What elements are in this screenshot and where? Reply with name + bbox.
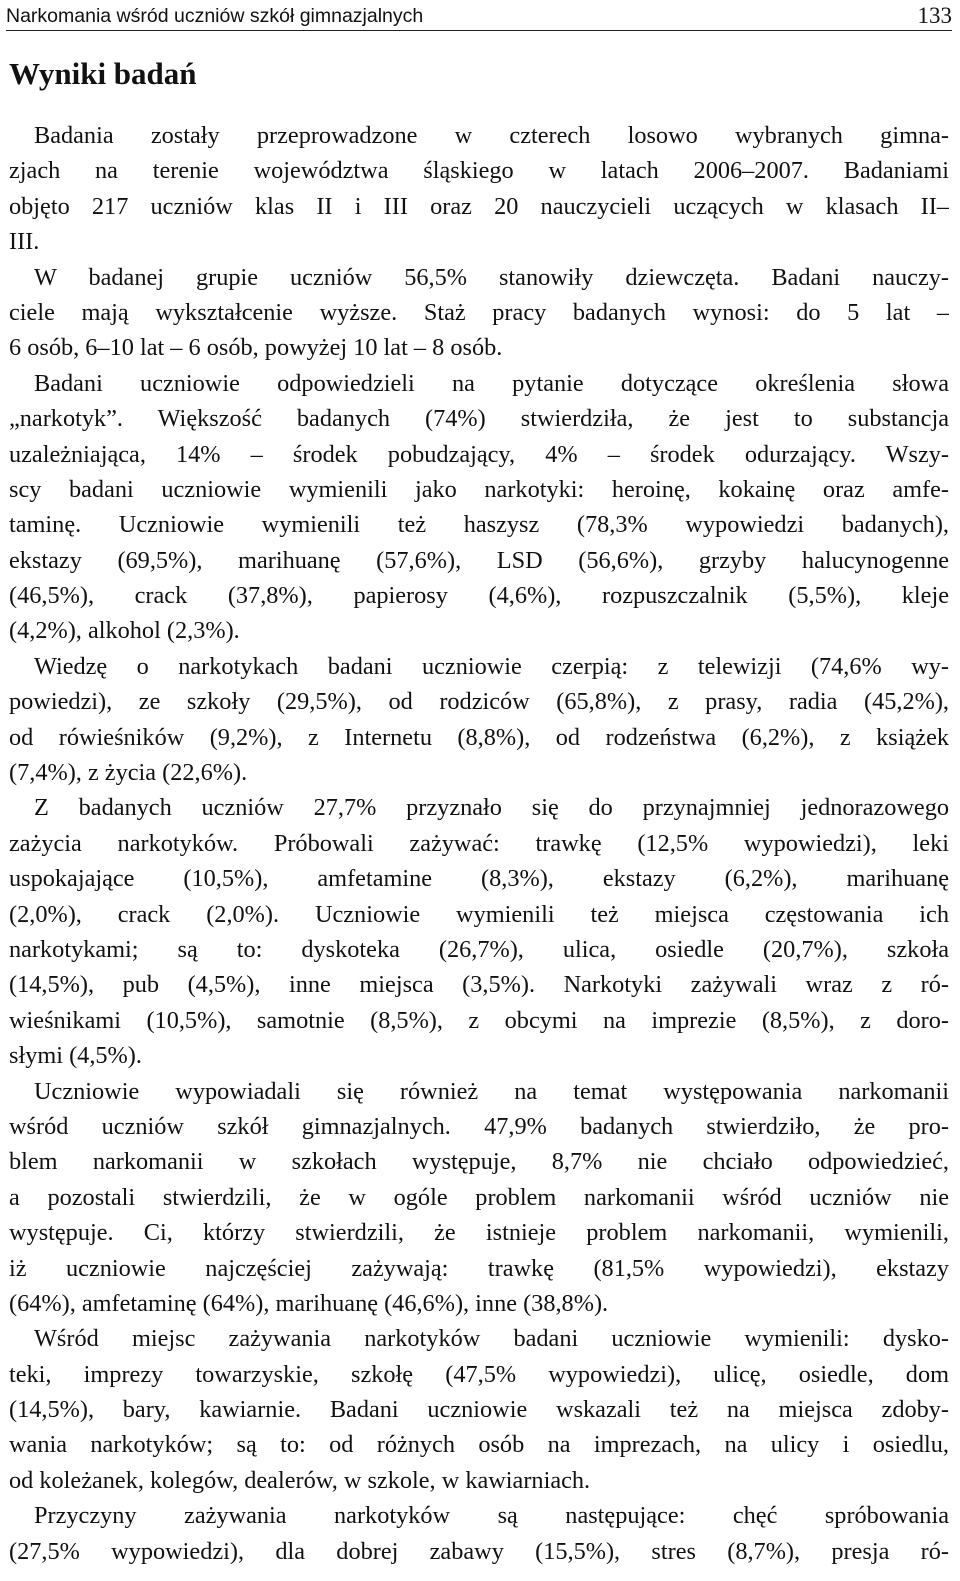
text-line: Wśród miejsc zażywania narkotyków badani uczniowie wymienili: dysko- bbox=[34, 1325, 949, 1353]
text-line: Wiedzę o narkotykach badani uczniowie czerpią: z telewizji (74,6% wy- bbox=[34, 652, 949, 680]
paragraph bbox=[9, 1321, 949, 1498]
text-line: występuje. Ci, którzy stwierdzili, że istnieje problem narkomanii, wymienili, bbox=[9, 1219, 949, 1247]
running-header bbox=[6, 4, 952, 31]
text-line: (14,5%), bary, kawiarnie. Badani uczniowie wskazali też na miejsca zdoby- bbox=[9, 1396, 949, 1424]
text-line: wśród uczniów szkół gimnazjalnych. 47,9% badanych stwierdziło, że pro- bbox=[9, 1112, 949, 1140]
text-line: (64%), amfetaminę (64%), marihuanę (46,6%), inne (38,8%). bbox=[9, 1289, 609, 1317]
paragraph bbox=[9, 1498, 949, 1569]
running-header-title: Narkomania wśród uczniów szkół gimnazjalnych bbox=[6, 5, 424, 27]
text-line: taminę. Uczniowie wymienili też haszysz (78,3% wypowiedzi badanych), bbox=[9, 511, 949, 539]
text-line: blem narkomanii w szkołach występuje, 8,7% nie chciało odpowiedzieć, bbox=[9, 1148, 949, 1176]
text-line: Uczniowie wypowiadali się również na temat występowania narkomanii bbox=[34, 1077, 949, 1105]
text-line: (14,5%), pub (4,5%), inne miejsca (3,5%). Narkotyki zażywali wraz z ró- bbox=[9, 971, 949, 999]
paragraph bbox=[9, 260, 949, 366]
text-line: zażycia narkotyków. Próbowali zażywać: trawkę (12,5% wypowiedzi), leki bbox=[9, 829, 949, 857]
text-line: III. bbox=[9, 228, 40, 256]
text-line: od koleżanek, kolegów, dealerów, w szkole, w kawiarniach. bbox=[9, 1466, 591, 1494]
text-line: objęto 217 uczniów klas II i III oraz 20 nauczycieli uczących w klasach II– bbox=[9, 192, 949, 220]
text-line: a pozostali stwierdzili, że w ogóle problem narkomanii wśród uczniów nie bbox=[9, 1183, 949, 1211]
text-line: ekstazy (69,5%), marihuanę (57,6%), LSD (56,6%), grzyby halucynogenne bbox=[9, 546, 949, 574]
body-text bbox=[9, 118, 949, 1569]
text-line: Badania zostały przeprowadzone w czterech losowo wybranych gimna- bbox=[34, 122, 949, 149]
text-line: uzależniająca, 14% – środek pobudzający, 4% – środek odurzający. Wszy- bbox=[9, 440, 949, 468]
paragraph bbox=[9, 1074, 949, 1322]
paragraph bbox=[9, 366, 949, 649]
text-line: ciele mają wykształcenie wyższe. Staż pracy badanych wynosi: do 5 lat – bbox=[9, 298, 949, 326]
text-line: Przyczyny zażywania narkotyków są następujące: chęć spróbowania bbox=[34, 1502, 949, 1530]
text-line: (4,2%), alkohol (2,3%). bbox=[9, 617, 240, 645]
text-line: od rówieśników (9,2%), z Internetu (8,8%), od rodzeństwa (6,2%), z książek bbox=[9, 723, 949, 751]
section-heading: Wyniki badań bbox=[9, 56, 197, 91]
text-line: (46,5%), crack (37,8%), papierosy (4,6%), rozpuszczalnik (5,5%), kleje bbox=[9, 582, 949, 610]
text-line: scy badani uczniowie wymienili jako narkotyki: heroinę, kokainę oraz amfe- bbox=[9, 475, 949, 503]
text-line: teki, imprezy towarzyskie, szkołę (47,5% wypowiedzi), ulicę, osiedle, dom bbox=[9, 1360, 949, 1388]
text-line: słymi (4,5%). bbox=[9, 1042, 142, 1070]
text-line: wania narkotyków; są to: od różnych osób na imprezach, na ulicy i osiedlu, bbox=[9, 1431, 949, 1459]
text-line: W badanej grupie uczniów 56,5% stanowiły dziewczęta. Badani nauczy- bbox=[34, 263, 949, 291]
text-line: Badani uczniowie odpowiedzieli na pytanie dotyczące określenia słowa bbox=[34, 369, 949, 397]
page-number: 133 bbox=[917, 3, 952, 28]
text-line: Z badanych uczniów 27,7% przyznało się do przynajmniej jednorazowego bbox=[34, 794, 949, 822]
text-line: (7,4%), z życia (22,6%). bbox=[9, 759, 248, 787]
text-line: (27,5% wypowiedzi), dla dobrej zabawy (15,5%), stres (8,7%), presja ró- bbox=[9, 1537, 949, 1565]
text-line: (2,0%), crack (2,0%). Uczniowie wymienili też miejsca częstowania ich bbox=[9, 900, 949, 928]
text-line: iż uczniowie najczęściej zażywają: trawkę (81,5% wypowiedzi), ekstazy bbox=[9, 1254, 949, 1282]
text-line: wieśnikami (10,5%), samotnie (8,5%), z obcymi na imprezie (8,5%), z doro- bbox=[9, 1006, 949, 1034]
paragraph bbox=[9, 790, 949, 1073]
text-line: narkotykami; są to: dyskoteka (26,7%), ulica, osiedle (20,7%), szkoła bbox=[9, 935, 949, 963]
text-line: powiedzi), ze szkoły (29,5%), od rodziców (65,8%), z prasy, radia (45,2%), bbox=[9, 688, 949, 716]
text-line: 6 osób, 6–10 lat – 6 osób, powyżej 10 lat – 8 osób. bbox=[9, 334, 503, 362]
text-line: uspokajające (10,5%), amfetamine (8,3%), ekstazy (6,2%), marihuanę bbox=[9, 865, 949, 893]
text-line: zjach na terenie województwa śląskiego w latach 2006–2007. Badaniami bbox=[9, 157, 949, 185]
text-line: „narkotyk”. Większość badanych (74%) stwierdziła, że jest to substancja bbox=[9, 405, 949, 433]
paragraph bbox=[9, 649, 949, 791]
paragraph bbox=[9, 118, 949, 260]
